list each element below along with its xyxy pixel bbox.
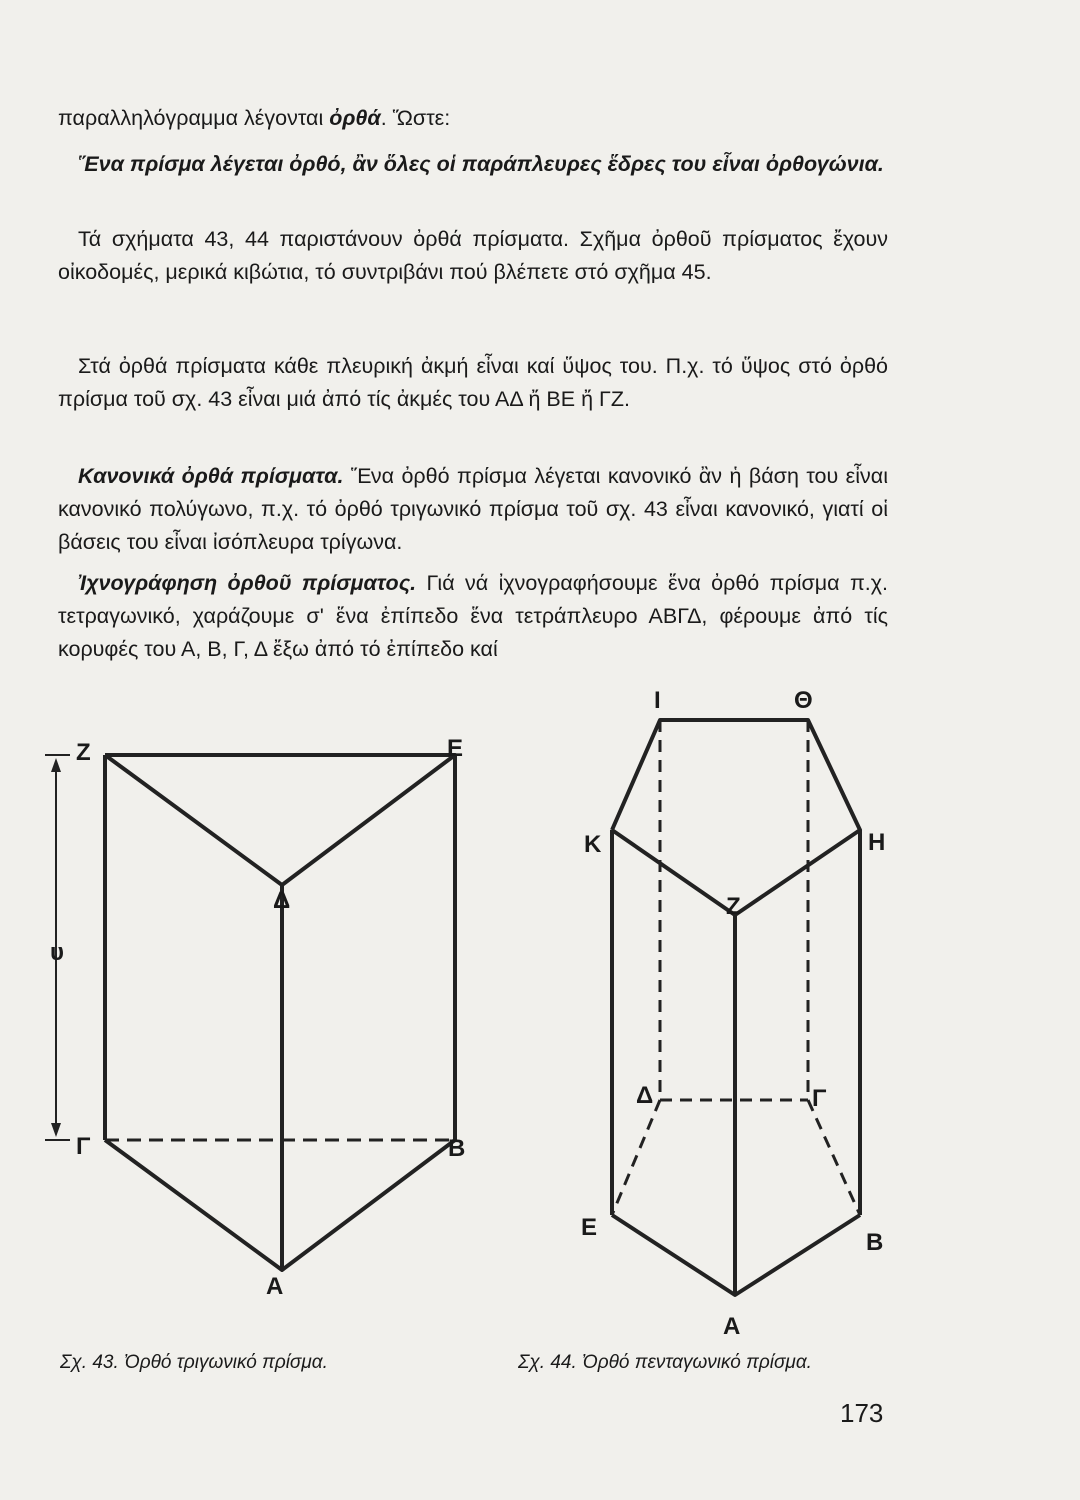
fig44-label-h: H bbox=[868, 829, 886, 856]
figure-44-pentagonal-prism bbox=[612, 720, 860, 1295]
fig43-label-a: A bbox=[266, 1273, 284, 1300]
page-number: 173 bbox=[840, 1398, 884, 1428]
paragraph-regular-prisms bbox=[58, 460, 888, 559]
definition-right-prism: Ἕνα πρίσμα λέγεται ὀρθό, ἂν ὅλες οἱ παράπλευρες ἕδρες του εἶναι ὀρθογώνια. bbox=[78, 152, 884, 176]
drawing-text: Γιά νά ἰχνογραφήσουμε ἕνα ὀρθό πρίσμα π.χ. τετραγωνικό, χαράζουμε σ' ἕνα ἐπίπεδο ἕνα τετράπλευρο ΑΒΓΔ, φέρουμε ἀπό τίς κορυφές του Α, Β, Γ, Δ ἔξω ἀπό τό ἐπίπεδο καί bbox=[58, 571, 889, 661]
paragraph-intro bbox=[58, 102, 888, 135]
caption-figure-44: Σχ. 44. Ὀρθό πενταγωνικό πρίσμα. bbox=[518, 1352, 812, 1373]
fig44-label-theta: Θ bbox=[794, 687, 813, 714]
fig43-label-height: υ bbox=[50, 939, 64, 966]
fig44-label-b: B bbox=[866, 1229, 884, 1256]
fig44-label-k: K bbox=[584, 831, 602, 858]
intro-text: παραλληλόγραμμα λέγονται bbox=[58, 106, 330, 130]
intro-bold-term: ὀρθά bbox=[329, 106, 381, 130]
fig44-label-e: E bbox=[581, 1214, 598, 1241]
intro-rest: . Ὥστε: bbox=[380, 106, 451, 130]
fig43-label-e: E bbox=[447, 735, 464, 762]
caption-figure-43: Σχ. 43. Ὀρθό τριγωνικό πρίσμα. bbox=[60, 1352, 328, 1373]
fig43-label-z: Z bbox=[76, 739, 91, 766]
fig44-label-z: Z bbox=[726, 893, 741, 920]
fig43-label-gamma: Γ bbox=[76, 1133, 91, 1160]
paragraph-height: Στά ὀρθά πρίσματα κάθε πλευρική ἀκμή εἶναι καί ὕψος του. Π.χ. τό ὕψος στό ὀρθό πρίσμα τοῦ σχ. 43 εἶναι μιά ἀπό τίς ἀκμές του ΑΔ ἤ ΒΕ ἤ ΓΖ. bbox=[58, 354, 888, 411]
top-pentagon bbox=[612, 720, 860, 915]
fig43-label-b: B bbox=[448, 1135, 466, 1162]
paragraph-drawing bbox=[58, 567, 888, 666]
paragraph-examples: Τά σχήματα 43, 44 παριστάνουν ὀρθά πρίσματα. Σχῆμα ὀρθοῦ πρίσματος ἔχουν οἰκοδομές, μερικά κιβώτια, τό συντριβάνι πού βλέπετε στό σχῆμα 45. bbox=[58, 227, 888, 284]
figures bbox=[0, 670, 1080, 1350]
drawing-heading: Ἰχνογράφηση ὀρθοῦ πρίσματος. bbox=[78, 571, 417, 595]
fig44-label-i: I bbox=[654, 687, 661, 714]
top-triangle bbox=[105, 755, 455, 885]
regular-prisms-text: Ἕνα ὀρθό πρίσμα λέγεται κανονικό ἂν ἡ βάση του εἶναι κανονικό πολύγωνο, π.χ. τό ὀρθό τριγωνικό πρίσμα τοῦ σχ. 43 εἶναι κανονικό, γιατί οἱ βάσεις του εἶναι ἰσόπλευρα τρίγωνα. bbox=[58, 464, 888, 554]
fig44-label-a: A bbox=[723, 1313, 741, 1340]
figure-43-triangular-prism bbox=[105, 755, 455, 1270]
regular-prisms-heading: Κανονικά ὀρθά πρίσματα. bbox=[78, 464, 344, 488]
fig44-label-gamma: Γ bbox=[812, 1085, 827, 1112]
fig43-label-delta: Δ bbox=[273, 887, 291, 914]
fig44-label-delta: Δ bbox=[636, 1082, 654, 1109]
